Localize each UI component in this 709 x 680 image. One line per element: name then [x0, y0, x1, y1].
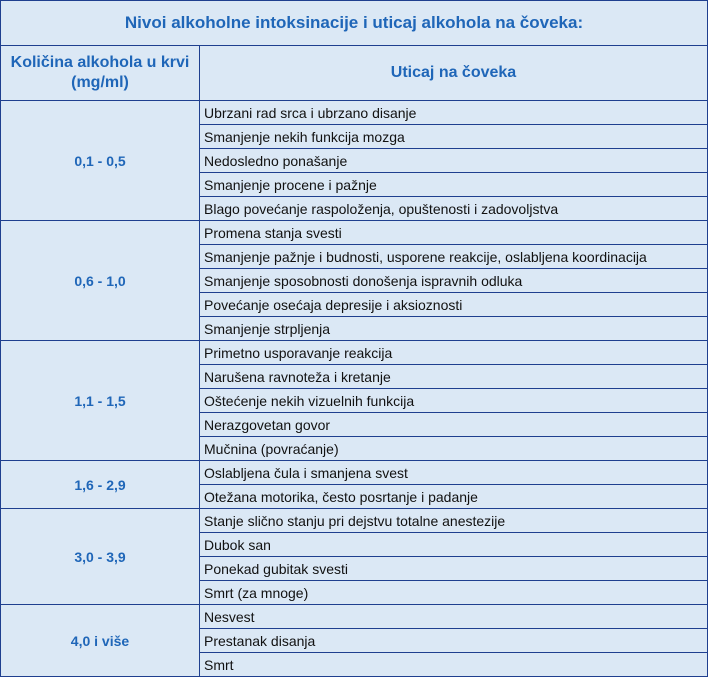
blood-alcohol-range: 0,1 - 0,5 [1, 101, 200, 221]
table-title: Nivoi alkoholne intoksinacije i uticaj alkohola na čoveka: [1, 1, 708, 46]
effect-cell: Ubrzani rad srca i ubrzano disanje [200, 101, 708, 125]
effect-cell: Nerazgovetan govor [200, 413, 708, 437]
blood-alcohol-range: 4,0 i više [1, 605, 200, 677]
effect-cell: Promena stanja svesti [200, 221, 708, 245]
effect-cell: Smanjenje nekih funkcija mozga [200, 125, 708, 149]
effect-cell: Oštećenje nekih vizuelnih funkcija [200, 389, 708, 413]
table-row [1, 509, 708, 533]
table-row [1, 221, 708, 245]
effect-cell: Smanjenje procene i pažnje [200, 173, 708, 197]
effect-cell: Ponekad gubitak svesti [200, 557, 708, 581]
table-row [1, 341, 708, 365]
effect-cell: Mučnina (povraćanje) [200, 437, 708, 461]
title-row [1, 1, 708, 46]
blood-alcohol-range: 0,6 - 1,0 [1, 221, 200, 341]
effect-cell: Smanjenje pažnje i budnosti, usporene reakcije, oslabljena koordinacija [200, 245, 708, 269]
effect-cell: Smanjenje strpljenja [200, 317, 708, 341]
effect-cell: Primetno usporavanje reakcija [200, 341, 708, 365]
effect-cell: Blago povećanje raspoloženja, opuštenosti i zadovoljstva [200, 197, 708, 221]
effect-cell: Povećanje osećaja depresije i aksioznosti [200, 293, 708, 317]
table-row [1, 101, 708, 125]
effect-cell: Stanje slično stanju pri dejstvu totalne anestezije [200, 509, 708, 533]
table-row [1, 605, 708, 629]
effect-cell: Smrt [200, 653, 708, 677]
header-row [1, 46, 708, 101]
table-row [1, 461, 708, 485]
effect-cell: Otežana motorika, često posrtanje i padanje [200, 485, 708, 509]
effect-cell: Nedosledno ponašanje [200, 149, 708, 173]
effect-cell: Prestanak disanja [200, 629, 708, 653]
effect-cell: Nesvest [200, 605, 708, 629]
table-body [1, 101, 708, 677]
blood-alcohol-range: 1,1 - 1,5 [1, 341, 200, 461]
effect-cell: Dubok san [200, 533, 708, 557]
blood-alcohol-range: 1,6 - 2,9 [1, 461, 200, 509]
effect-cell: Narušena ravnoteža i kretanje [200, 365, 708, 389]
column-header-effect: Uticaj na čoveka [200, 46, 708, 101]
column-header-blood-alcohol: Količina alkohola u krvi (mg/ml) [1, 46, 200, 101]
effect-cell: Oslabljena čula i smanjena svest [200, 461, 708, 485]
blood-alcohol-range: 3,0 - 3,9 [1, 509, 200, 605]
effect-cell: Smanjenje sposobnosti donošenja ispravnih odluka [200, 269, 708, 293]
effect-cell: Smrt (za mnoge) [200, 581, 708, 605]
